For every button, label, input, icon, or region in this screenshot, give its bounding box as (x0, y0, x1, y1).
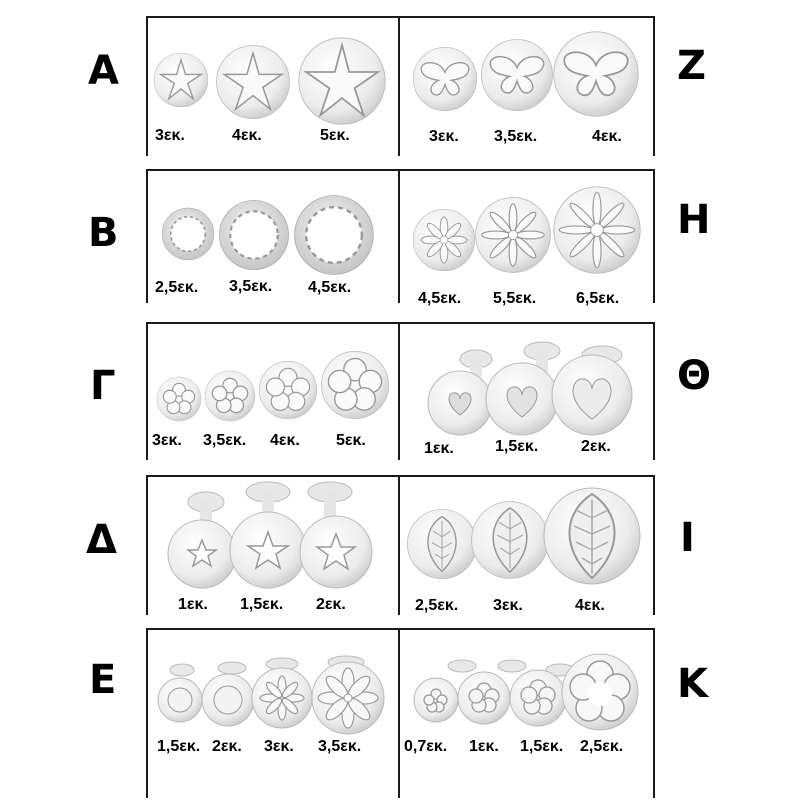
butterfly-cutter-4cm (552, 30, 640, 118)
blossom-plunger-cutters (412, 650, 640, 734)
leaf-cutter-2-5cm (406, 508, 478, 580)
size-label: 3εκ. (493, 597, 523, 614)
size-label: 0,7εκ. (404, 738, 448, 755)
size-label: 1εκ. (469, 738, 499, 755)
daisy-cutter-5-5cm (474, 196, 552, 274)
set-label-i: Ι (680, 515, 695, 561)
size-label: 4εκ. (575, 597, 605, 614)
size-label: 3εκ. (152, 432, 182, 449)
set-label-h: Η (677, 197, 711, 243)
set-label-z: Ζ (677, 43, 707, 89)
size-label: 4,5εκ. (418, 290, 462, 307)
size-label: 3,5εκ. (494, 128, 538, 145)
set-label-g: Γ (90, 363, 116, 409)
star-flower-cutter-4cm (215, 44, 291, 120)
size-label: 1,5εκ. (520, 738, 564, 755)
daisy-cutter-4-5cm (412, 208, 476, 272)
daisy-cutter-6-5cm (552, 185, 642, 275)
size-label: 4εκ. (270, 432, 300, 449)
set-label-b: Β (88, 210, 119, 256)
size-label: 3,5εκ. (229, 278, 273, 295)
size-label: 2,5εκ. (415, 597, 459, 614)
size-label: 5,5εκ. (493, 290, 537, 307)
size-label: 3εκ. (429, 128, 459, 145)
sunburst-cutter-2-5cm (161, 207, 215, 261)
star-flower-cutter-5cm (297, 36, 387, 126)
panel-divider (398, 169, 400, 303)
size-label: 2,5εκ. (580, 738, 624, 755)
size-label: 3,5εκ. (318, 738, 362, 755)
leaf-cutter-4cm (542, 486, 642, 586)
sunburst-cutter-4-5cm (293, 194, 375, 276)
panel-divider (398, 475, 400, 615)
leaf-cutter-3cm (470, 500, 550, 580)
sunburst-cutter-3-5cm (218, 199, 290, 271)
flower-cutter-4cm (258, 360, 318, 420)
set-label-k: Κ (677, 661, 708, 707)
butterfly-cutter-3-5cm (480, 38, 554, 112)
size-label: 6,5εκ. (576, 290, 620, 307)
panel-divider (398, 628, 400, 798)
size-label: 1εκ. (178, 596, 208, 613)
set-label-e: Ε (89, 657, 117, 703)
star-flower-cutter-3cm (153, 52, 209, 108)
size-label: 4εκ. (592, 128, 622, 145)
size-label: 3εκ. (264, 738, 294, 755)
size-label: 5εκ. (336, 432, 366, 449)
size-label: 2εκ. (581, 438, 611, 455)
heart-plunger-cutters (424, 345, 634, 435)
size-label: 2,5εκ. (155, 279, 199, 296)
flower-cutter-5cm (320, 350, 390, 420)
size-label: 1,5εκ. (240, 596, 284, 613)
set-label-a: Α (88, 48, 119, 94)
daisy-plunger-cutters (156, 660, 388, 740)
flower-cutter-3cm (156, 376, 202, 422)
size-label: 1εκ. (424, 440, 454, 457)
flower-cutter-3-5cm (204, 370, 256, 422)
butterfly-cutter-3cm (412, 46, 478, 112)
size-label: 5εκ. (320, 127, 350, 144)
size-label: 1,5εκ. (495, 438, 539, 455)
size-label: 2εκ. (316, 596, 346, 613)
panel-divider (398, 16, 400, 156)
size-label: 4εκ. (232, 127, 262, 144)
set-label-th: Θ (677, 353, 712, 399)
panel-divider (398, 322, 400, 460)
set-label-d: Δ (86, 517, 117, 563)
size-label: 3εκ. (155, 127, 185, 144)
size-label: 3,5εκ. (203, 432, 247, 449)
size-label: 1,5εκ. (157, 738, 201, 755)
size-label: 4,5εκ. (308, 279, 352, 296)
star-plunger-cutters (164, 480, 374, 590)
size-label: 2εκ. (212, 738, 242, 755)
